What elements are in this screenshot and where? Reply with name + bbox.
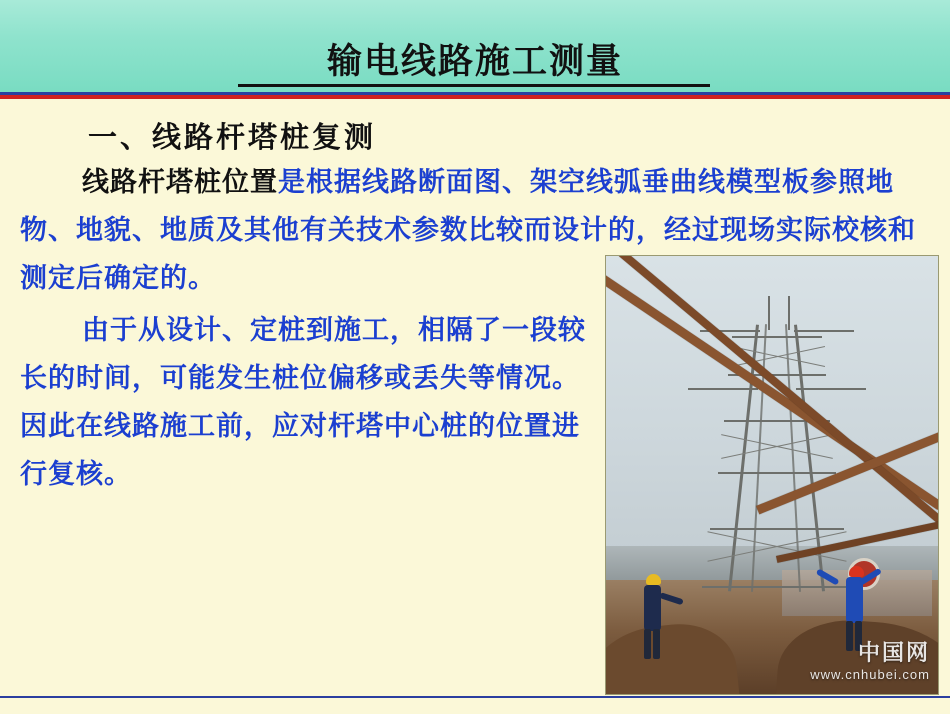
pylon-crossarm [796,388,866,390]
worker-helmet [849,566,864,577]
photo-soil-mound-left [605,618,740,695]
slide-body [0,99,950,714]
body-paragraph-2: 由于从设计、定桩到施工，相隔了一段较长的时间，可能发生桩位偏移或丢失等情况。因此在线路施工前，应对杆塔中心桩的位置进行复核。 [20,315,586,490]
slide-title: 输电线路施工测量 [326,42,623,82]
pylon-crossarm [794,330,854,332]
pylon-crossarm [688,388,758,390]
bottom-divider-rule [0,696,950,698]
title-underline [238,84,710,87]
pylon-crossbrace [710,528,844,530]
pylon-crossbrace [702,586,852,588]
worker-leg [644,629,651,659]
paragraph-1-rest: 是根据线路断面图、架空线弧垂曲线模型板参照地物、地貌、地质及其他有关技术参数比较而设计的，经过现场实际校核和测定后确定的。 [20,167,916,294]
pylon-crossbrace [718,472,836,474]
worker-leg [653,629,660,659]
watermark-brand: 中国网 [857,640,930,665]
transmission-tower-photo [605,255,939,695]
worker-helmet [646,574,661,585]
watermark-url: www.cnhubei.com [810,667,930,682]
worker-torso [644,585,661,631]
slide-title-band [0,0,950,95]
pylon-crossbrace [732,336,822,338]
section-heading: 一、线路杆塔桩复测 [88,120,377,154]
photo-watermark [810,636,930,682]
paragraph-1-lead: 线路杆塔桩位置 [82,167,278,198]
